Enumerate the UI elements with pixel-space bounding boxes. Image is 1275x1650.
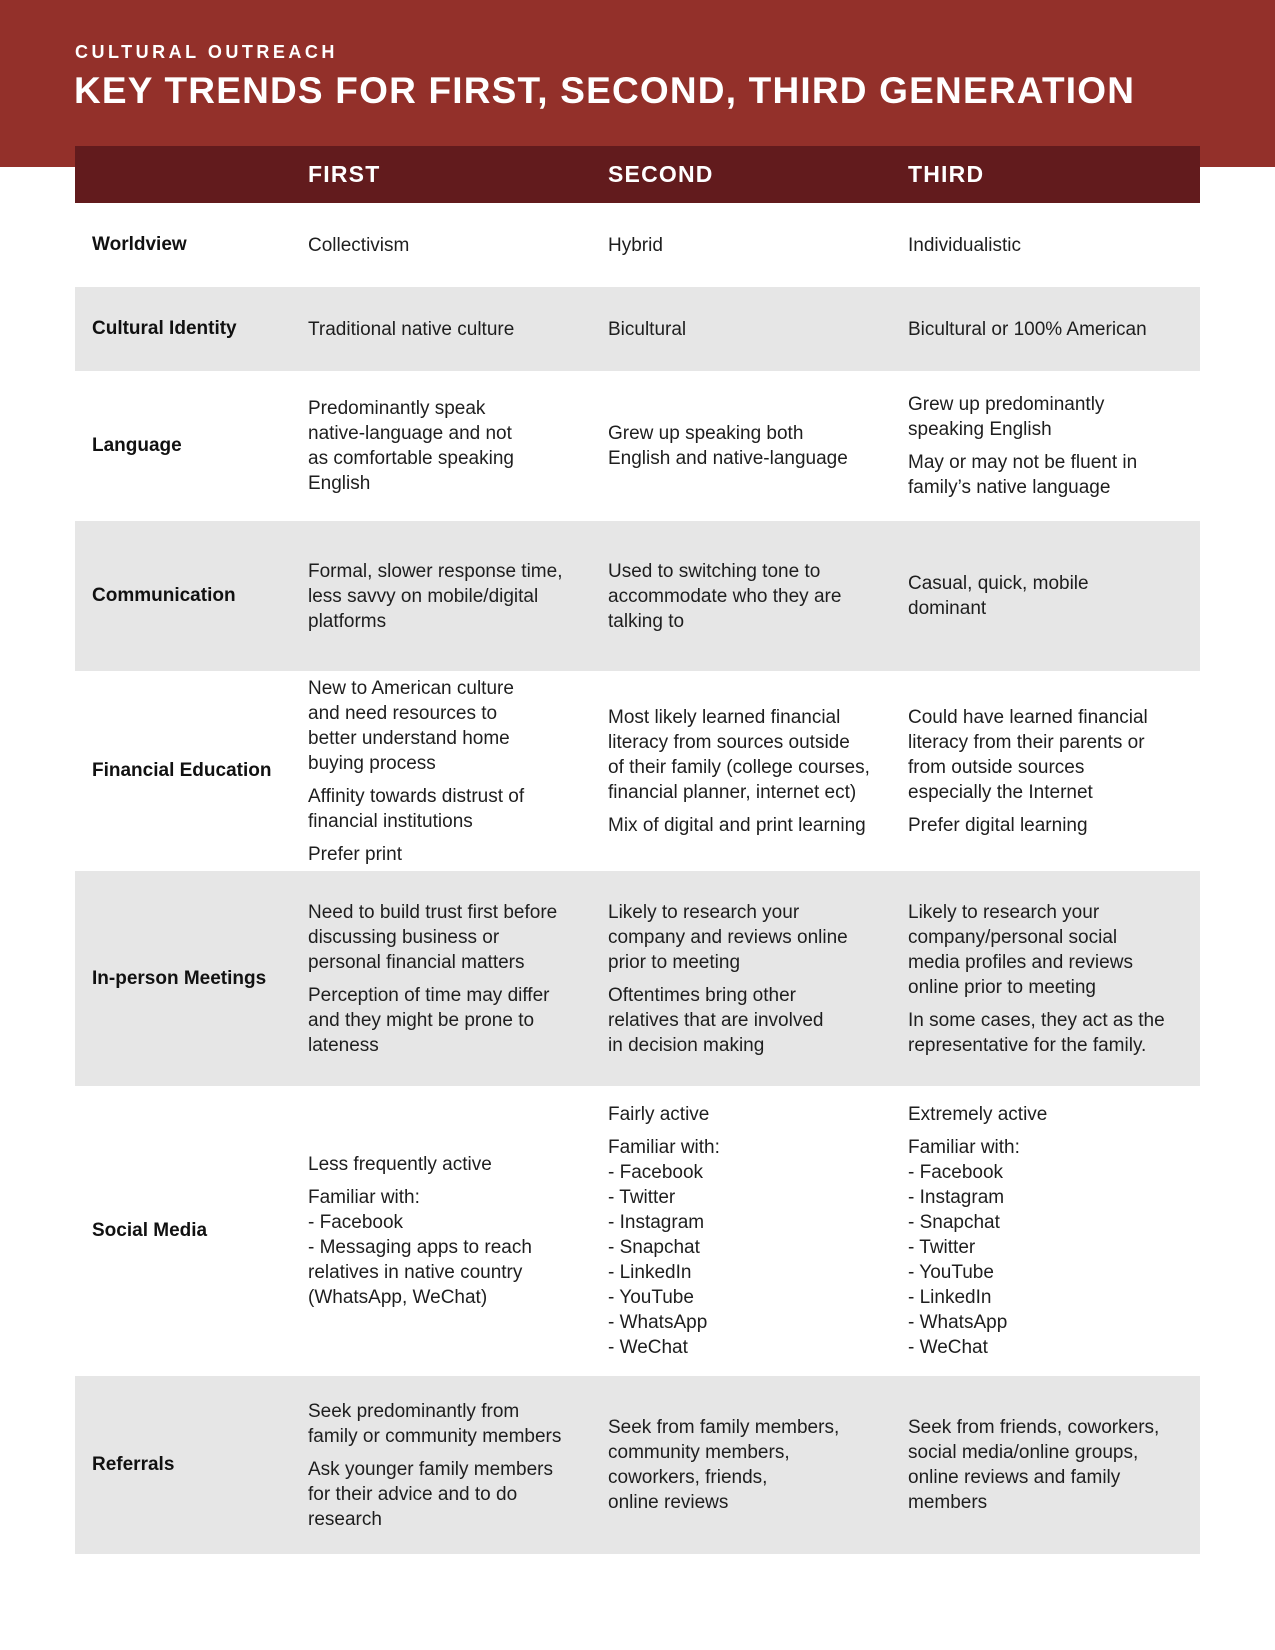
- cell-paragraph: Need to build trust first before discussing business or personal financial matters: [308, 901, 558, 973]
- cell-paragraph: Less frequently active: [308, 1154, 492, 1175]
- cell-paragraph: Seek from family members, community members, coworkers, friends, online reviews: [608, 1417, 840, 1513]
- table-row-cultural-identity: [75, 287, 1200, 371]
- cell-paragraph: Likely to research your company and reviews online prior to meeting: [608, 901, 848, 973]
- cell-first: [308, 559, 608, 634]
- table-row-worldview: [75, 203, 1200, 287]
- cell-paragraph: Most likely learned financial literacy from sources outside of their family (college courses, financial planner, internet ect): [608, 706, 870, 803]
- table-body: [75, 203, 1200, 1554]
- cell-third: [908, 1102, 1200, 1360]
- cell-paragraph: Hybrid: [608, 234, 663, 256]
- cell-paragraph: Predominantly speak native-language and not as comfortable speaking English: [308, 398, 514, 494]
- cell-second: [608, 233, 908, 258]
- cell-second: [608, 421, 908, 471]
- table-row-communication: [75, 521, 1200, 671]
- cell-third: [908, 900, 1200, 1058]
- table-row-social-media: [75, 1086, 1200, 1376]
- row-label: Language: [92, 435, 182, 456]
- row-label: Worldview: [92, 234, 187, 255]
- cell-second: [608, 317, 908, 342]
- cell-second: [608, 1102, 908, 1360]
- cell-paragraph: Likely to research your company/personal social media profiles and reviews online prior to meeting: [908, 901, 1133, 998]
- cell-paragraph: May or may not be fluent in family’s native language: [908, 452, 1138, 498]
- cell-paragraph: Prefer print: [308, 843, 402, 865]
- cell-paragraph: Could have learned financial literacy from their parents or from outside sources especially the Internet: [908, 706, 1148, 803]
- row-label: Social Media: [92, 1220, 208, 1241]
- cell-paragraph: Individualistic: [908, 234, 1021, 256]
- header-banner: [0, 0, 1275, 167]
- cell-first: [308, 1152, 608, 1310]
- table-header: [75, 146, 1200, 203]
- row-label: Communication: [92, 585, 236, 606]
- eyebrow-label: CULTURAL OUTREACH: [75, 42, 338, 62]
- row-label: In-person Meetings: [92, 967, 267, 989]
- cell-first: [308, 676, 608, 867]
- cell-paragraph: Used to switching tone to accommodate who they are talking to: [608, 560, 842, 632]
- cell-first: [308, 396, 608, 496]
- cell-paragraph: Seek predominantly from family or community members: [308, 1400, 562, 1447]
- cell-paragraph: Oftentimes bring other relatives that are involved in decision making: [608, 984, 824, 1056]
- cell-paragraph: Collectivism: [308, 234, 410, 256]
- cell-paragraph: Grew up predominantly speaking English: [908, 394, 1105, 440]
- table-row-in-person-meetings: [75, 871, 1200, 1086]
- cell-paragraph: Bicultural or 100% American: [908, 318, 1147, 340]
- cell-third: [908, 1415, 1200, 1515]
- cell-third: [908, 317, 1200, 342]
- column-header-second: SECOND: [608, 161, 714, 187]
- cell-first: [308, 900, 608, 1058]
- cell-second: [608, 559, 908, 634]
- cell-paragraph: Perception of time may differ and they might be prone to lateness: [308, 984, 550, 1056]
- cell-paragraph: Ask younger family members for their advice and to do research: [308, 1458, 553, 1530]
- table-row-language: [75, 371, 1200, 521]
- cell-paragraph: Familiar with: - Facebook - Twitter - Instagram - Snapchat - LinkedIn - YouTube - WhatsApp - WeChat: [608, 1137, 720, 1358]
- column-header-third: THIRD: [908, 161, 985, 187]
- column-header-first: FIRST: [308, 161, 381, 187]
- cell-second: [608, 705, 908, 838]
- cell-paragraph: Familiar with: - Facebook - Instagram - Snapchat - Twitter - YouTube - LinkedIn - WhatsApp - WeChat: [908, 1137, 1020, 1358]
- cell-paragraph: Affinity towards distrust of financial institutions: [308, 785, 525, 832]
- cell-third: [908, 705, 1200, 838]
- generation-trends-table: [75, 146, 1200, 1554]
- cell-paragraph: Formal, slower response time, less savvy on mobile/digital platforms: [308, 560, 563, 632]
- row-label: Financial Education: [92, 760, 272, 781]
- cell-paragraph: In some cases, they act as the representative for the family.: [908, 1009, 1165, 1056]
- cell-paragraph: Prefer digital learning: [908, 814, 1088, 836]
- cell-paragraph: Extremely active: [908, 1104, 1048, 1125]
- cell-first: [308, 1399, 608, 1532]
- cell-second: [608, 900, 908, 1058]
- cell-paragraph: Traditional native culture: [308, 318, 515, 340]
- cell-paragraph: Grew up speaking both English and native-language: [608, 423, 848, 469]
- row-label: Cultural Identity: [92, 318, 237, 339]
- cell-first: [308, 317, 608, 342]
- row-label: Referrals: [92, 1454, 175, 1475]
- page-title: KEY TRENDS FOR FIRST, SECOND, THIRD GENERATION: [74, 70, 1136, 111]
- cell-paragraph: Familiar with: - Facebook - Messaging apps to reach relatives in native country (WhatsApp, WeChat): [308, 1187, 532, 1308]
- cell-third: [908, 571, 1200, 621]
- cell-first: [308, 233, 608, 258]
- cell-paragraph: New to American culture and need resources to better understand home buying process: [308, 677, 514, 774]
- cell-third: [908, 233, 1200, 258]
- cell-paragraph: Casual, quick, mobile dominant: [908, 573, 1089, 619]
- cell-paragraph: Bicultural: [608, 318, 687, 340]
- cell-paragraph: Fairly active: [608, 1104, 710, 1125]
- cell-paragraph: Seek from friends, coworkers, social media/online groups, online reviews and family members: [908, 1417, 1160, 1513]
- table-row-referrals: [75, 1376, 1200, 1554]
- cell-second: [608, 1415, 908, 1515]
- table-row-financial-education: [75, 671, 1200, 871]
- cell-paragraph: Mix of digital and print learning: [608, 814, 866, 836]
- cell-third: [908, 392, 1200, 500]
